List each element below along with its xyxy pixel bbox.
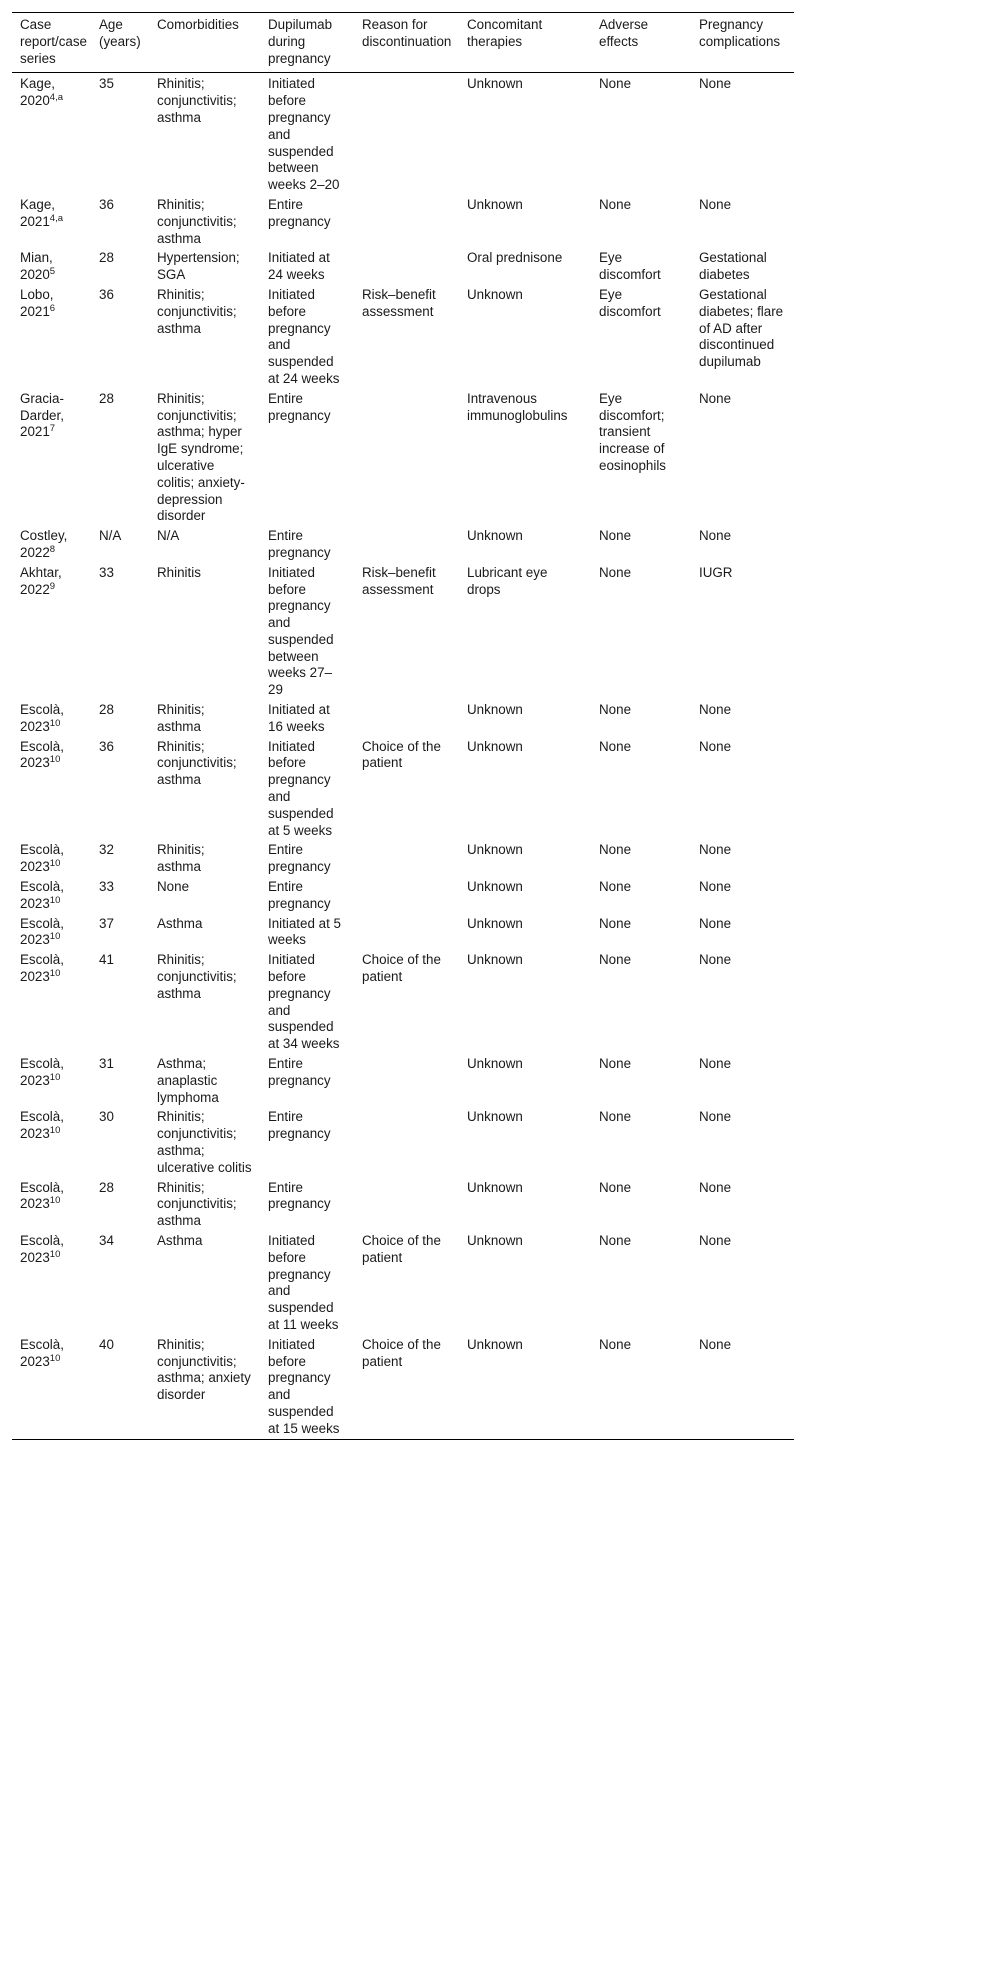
comorbidities-cell: Rhinitis; asthma bbox=[157, 842, 205, 875]
dupilumab-cell: Entire pregnancy bbox=[268, 879, 331, 911]
adverse-effects-cell: None bbox=[599, 1109, 632, 1125]
table-row bbox=[12, 1231, 794, 1335]
complications-cell: None bbox=[699, 738, 732, 754]
column-header-adverse-effects: Adverse effects bbox=[599, 17, 649, 49]
adverse-effects-cell: None bbox=[599, 702, 632, 718]
case-author-year: Escolà, 2023 bbox=[20, 915, 64, 948]
reason-cell bbox=[354, 1178, 459, 1231]
comorbidities-cell: Rhinitis; conjunctivitis; asthma bbox=[157, 286, 237, 336]
complications-cell: Gestational diabetes; flare of AD after discontinued dupilumab bbox=[699, 286, 784, 370]
reference-superscript: 10 bbox=[49, 1125, 61, 1137]
case-author-year: Escolà, 2023 bbox=[20, 1056, 64, 1088]
reason-cell: Choice of the patient bbox=[362, 952, 441, 985]
comorbidities-cell: Rhinitis; conjunctivitis; asthma bbox=[157, 952, 237, 1001]
dupilumab-cell: Initiated before pregnancy and suspended at 15 weeks bbox=[268, 1336, 340, 1436]
column-header-complications: Pregnancy complications bbox=[699, 17, 781, 49]
reason-cell bbox=[354, 195, 459, 248]
table-row bbox=[12, 840, 794, 877]
dupilumab-cell: Initiated before pregnancy and suspended at 5 weeks bbox=[268, 738, 334, 838]
case-report-cell bbox=[12, 1178, 91, 1231]
case-author-year: Escolà, 2023 bbox=[20, 1336, 64, 1369]
reference-superscript: 9 bbox=[49, 580, 56, 592]
age-cell: 28 bbox=[99, 702, 114, 718]
column-header-case-report: Case report/case series bbox=[20, 17, 87, 66]
table-row bbox=[12, 700, 794, 737]
adverse-effects-cell: None bbox=[599, 879, 632, 895]
case-report-cell bbox=[12, 914, 91, 951]
case-report-cell bbox=[12, 195, 91, 248]
comorbidities-cell: Rhinitis; conjunctivitis; asthma bbox=[157, 738, 237, 788]
therapies-cell: Unknown bbox=[467, 1232, 523, 1248]
therapies-cell: Unknown bbox=[467, 1336, 523, 1352]
age-cell: 28 bbox=[99, 250, 114, 266]
column-header-therapies: Concomitant therapies bbox=[467, 17, 543, 49]
comorbidities-cell: Rhinitis; conjunctivitis; asthma; anxiety disorder bbox=[157, 1336, 251, 1403]
age-cell: 33 bbox=[99, 879, 114, 895]
case-author-year: Escolà, 2023 bbox=[20, 842, 64, 875]
therapies-cell: Unknown bbox=[467, 842, 523, 858]
column-header-comorbidities: Comorbidities bbox=[157, 17, 239, 32]
complications-cell: None bbox=[699, 842, 732, 858]
case-author-year: Kage, 2020 bbox=[20, 76, 55, 109]
case-report-cell bbox=[12, 248, 91, 285]
case-author-year: Escolà, 2023 bbox=[20, 1179, 64, 1212]
adverse-effects-cell: None bbox=[599, 952, 632, 968]
age-cell: 35 bbox=[99, 76, 114, 92]
reference-superscript: 10 bbox=[49, 1352, 61, 1364]
adverse-effects-cell: None bbox=[599, 196, 632, 212]
case-author-year: Costley, 2022 bbox=[20, 528, 68, 560]
reason-cell bbox=[354, 248, 459, 285]
dupilumab-cell: Initiated before pregnancy and suspended between weeks 2–20 bbox=[268, 76, 340, 193]
complications-cell: None bbox=[699, 1179, 732, 1195]
comorbidities-cell: Rhinitis; asthma bbox=[157, 702, 205, 734]
age-cell: 34 bbox=[99, 1232, 114, 1248]
age-cell: 31 bbox=[99, 1056, 114, 1072]
header-row bbox=[12, 13, 794, 73]
column-header-age: Age (years) bbox=[99, 17, 141, 49]
reason-cell bbox=[354, 877, 459, 914]
reason-cell: Risk–benefit assessment bbox=[362, 564, 436, 597]
age-cell: 28 bbox=[99, 1179, 114, 1195]
table-row bbox=[12, 285, 794, 389]
complications-cell: None bbox=[699, 915, 732, 931]
comorbidities-cell: Hypertension; SGA bbox=[157, 250, 240, 283]
adverse-effects-cell: None bbox=[599, 564, 632, 580]
complications-cell: None bbox=[699, 1336, 732, 1352]
complications-cell: IUGR bbox=[699, 564, 733, 580]
dupilumab-cell: Entire pregnancy bbox=[268, 528, 331, 560]
reference-superscript: 10 bbox=[49, 931, 61, 943]
case-report-cell bbox=[12, 700, 91, 737]
reason-cell bbox=[354, 1107, 459, 1177]
therapies-cell: Unknown bbox=[467, 738, 523, 754]
dupilumab-cell: Entire pregnancy bbox=[268, 842, 331, 875]
therapies-cell: Lubricant eye drops bbox=[467, 564, 548, 597]
age-cell: N/A bbox=[99, 528, 122, 544]
case-author-year: Escolà, 2023 bbox=[20, 702, 64, 734]
table-row bbox=[12, 1107, 794, 1177]
adverse-effects-cell: None bbox=[599, 842, 632, 858]
adverse-effects-cell: None bbox=[599, 1232, 632, 1248]
reason-cell bbox=[354, 914, 459, 951]
case-author-year: Escolà, 2023 bbox=[20, 952, 64, 985]
reference-superscript: 10 bbox=[49, 894, 61, 906]
table-row bbox=[12, 389, 794, 526]
dupilumab-cell: Initiated before pregnancy and suspended between weeks 27–29 bbox=[268, 564, 334, 698]
age-cell: 36 bbox=[99, 738, 114, 754]
case-report-cell bbox=[12, 285, 91, 389]
case-report-cell bbox=[12, 1231, 91, 1335]
dupilumab-cell: Initiated at 16 weeks bbox=[268, 702, 330, 734]
age-cell: 41 bbox=[99, 952, 114, 968]
therapies-cell: Unknown bbox=[467, 1109, 523, 1125]
therapies-cell: Unknown bbox=[467, 286, 523, 302]
reference-superscript: 4,a bbox=[49, 212, 64, 224]
table-row bbox=[12, 1054, 794, 1107]
case-author-year: Escolà, 2023 bbox=[20, 1232, 64, 1265]
reason-cell: Risk–benefit assessment bbox=[362, 286, 436, 319]
case-author-year: Mian, 2020 bbox=[20, 250, 53, 283]
case-author-year: Escolà, 2023 bbox=[20, 738, 64, 771]
comorbidities-cell: Rhinitis; conjunctivitis; asthma; hyper IgE syndrome; ulcerative colitis; anxiety-depression disorder bbox=[157, 390, 245, 524]
adverse-effects-cell: None bbox=[599, 528, 632, 544]
therapies-cell: Intravenous immunoglobulins bbox=[467, 390, 568, 423]
table-header bbox=[12, 13, 794, 73]
complications-cell: None bbox=[699, 196, 732, 212]
adverse-effects-cell: None bbox=[599, 76, 632, 92]
comorbidities-cell: Asthma bbox=[157, 915, 203, 931]
column-header-reason: Reason for discontinuation bbox=[362, 17, 452, 49]
reference-superscript: 10 bbox=[49, 754, 61, 766]
reference-superscript: 5 bbox=[49, 266, 56, 278]
dupilumab-cell: Initiated before pregnancy and suspended at 24 weeks bbox=[268, 286, 340, 386]
reason-cell bbox=[354, 526, 459, 563]
dupilumab-cell: Initiated at 5 weeks bbox=[268, 915, 341, 948]
therapies-cell: Unknown bbox=[467, 915, 523, 931]
therapies-cell: Unknown bbox=[467, 196, 523, 212]
case-author-year: Escolà, 2023 bbox=[20, 879, 64, 911]
reason-cell bbox=[354, 840, 459, 877]
column-header-dupilumab: Dupilumab during pregnancy bbox=[268, 17, 333, 66]
complications-cell: None bbox=[699, 702, 732, 718]
dupilumab-cell: Entire pregnancy bbox=[268, 1056, 331, 1088]
reason-cell bbox=[354, 700, 459, 737]
comorbidities-cell: Rhinitis; conjunctivitis; asthma bbox=[157, 1179, 237, 1229]
adverse-effects-cell: None bbox=[599, 1336, 632, 1352]
therapies-cell: Unknown bbox=[467, 702, 523, 718]
reference-superscript: 8 bbox=[49, 543, 56, 555]
dupilumab-cell: Initiated before pregnancy and suspended at 11 weeks bbox=[268, 1232, 339, 1332]
case-author-year: Akhtar, 2022 bbox=[20, 564, 62, 597]
case-report-cell bbox=[12, 1335, 91, 1439]
age-cell: 28 bbox=[99, 390, 114, 406]
case-report-cell bbox=[12, 73, 91, 195]
comorbidities-cell: Asthma; anaplastic lymphoma bbox=[157, 1056, 219, 1105]
table-row bbox=[12, 248, 794, 285]
dupilumab-cell: Entire pregnancy bbox=[268, 1179, 331, 1212]
therapies-cell: Unknown bbox=[467, 879, 523, 895]
case-author-year: Kage, 2021 bbox=[20, 196, 55, 229]
dupilumab-cell: Entire pregnancy bbox=[268, 390, 331, 423]
reference-superscript: 10 bbox=[49, 858, 61, 870]
reason-cell bbox=[354, 389, 459, 526]
age-cell: 33 bbox=[99, 564, 114, 580]
case-report-cell bbox=[12, 563, 91, 700]
complications-cell: None bbox=[699, 1232, 732, 1248]
therapies-cell: Unknown bbox=[467, 528, 523, 544]
case-author-year: Lobo, 2021 bbox=[20, 286, 54, 319]
table-row bbox=[12, 1178, 794, 1231]
reason-cell: Choice of the patient bbox=[362, 1232, 441, 1265]
reason-cell: Choice of the patient bbox=[362, 1336, 441, 1369]
adverse-effects-cell: Eye discomfort; transient increase of eosinophils bbox=[599, 390, 666, 473]
age-cell: 36 bbox=[99, 286, 114, 302]
age-cell: 40 bbox=[99, 1336, 114, 1352]
complications-cell: None bbox=[699, 879, 732, 895]
table-row bbox=[12, 737, 794, 841]
case-report-cell bbox=[12, 737, 91, 841]
table-row bbox=[12, 73, 794, 195]
therapies-cell: Unknown bbox=[467, 76, 523, 92]
case-author-year: Gracia-Darder, 2021 bbox=[20, 390, 64, 440]
therapies-cell: Unknown bbox=[467, 952, 523, 968]
comorbidities-cell: Rhinitis; conjunctivitis; asthma bbox=[157, 76, 237, 125]
reference-superscript: 6 bbox=[49, 302, 56, 314]
table-row bbox=[12, 526, 794, 563]
case-report-cell bbox=[12, 877, 91, 914]
reference-superscript: 10 bbox=[49, 1071, 61, 1083]
case-report-cell bbox=[12, 840, 91, 877]
complications-cell: None bbox=[699, 952, 732, 968]
adverse-effects-cell: Eye discomfort bbox=[599, 286, 661, 319]
case-report-cell bbox=[12, 1054, 91, 1107]
reference-superscript: 7 bbox=[49, 423, 56, 435]
complications-cell: None bbox=[699, 1056, 732, 1072]
case-report-cell bbox=[12, 950, 91, 1054]
case-author-year: Escolà, 2023 bbox=[20, 1109, 64, 1142]
table-row bbox=[12, 1335, 794, 1439]
table-row bbox=[12, 563, 794, 700]
case-report-cell bbox=[12, 389, 91, 526]
dupilumab-cell: Entire pregnancy bbox=[268, 196, 331, 229]
reference-superscript: 10 bbox=[49, 968, 61, 980]
age-cell: 36 bbox=[99, 196, 114, 212]
table-row bbox=[12, 914, 794, 951]
comorbidities-cell: Rhinitis bbox=[157, 564, 201, 580]
comorbidities-cell: Rhinitis; conjunctivitis; asthma; ulcerative colitis bbox=[157, 1109, 252, 1175]
dupilumab-cell: Entire pregnancy bbox=[268, 1109, 331, 1142]
case-report-cell bbox=[12, 1107, 91, 1177]
table-row bbox=[12, 195, 794, 248]
complications-cell: None bbox=[699, 1109, 732, 1125]
table-body bbox=[12, 73, 794, 1439]
age-cell: 32 bbox=[99, 842, 114, 858]
reason-cell: Choice of the patient bbox=[362, 738, 441, 771]
adverse-effects-cell: None bbox=[599, 1056, 632, 1072]
complications-cell: None bbox=[699, 528, 732, 544]
complications-cell: None bbox=[699, 390, 732, 406]
complications-cell: Gestational diabetes bbox=[699, 250, 767, 283]
adverse-effects-cell: None bbox=[599, 1179, 632, 1195]
therapies-cell: Unknown bbox=[467, 1056, 523, 1072]
reason-cell bbox=[354, 73, 459, 195]
reference-superscript: 10 bbox=[49, 1195, 61, 1207]
reference-superscript: 10 bbox=[49, 1248, 61, 1260]
adverse-effects-cell: Eye discomfort bbox=[599, 250, 661, 283]
comorbidities-cell: N/A bbox=[157, 528, 180, 544]
adverse-effects-cell: None bbox=[599, 915, 632, 931]
comorbidities-cell: Rhinitis; conjunctivitis; asthma bbox=[157, 196, 237, 246]
reference-superscript: 10 bbox=[49, 717, 61, 729]
case-report-table bbox=[12, 12, 794, 1440]
therapies-cell: Unknown bbox=[467, 1179, 523, 1195]
dupilumab-cell: Initiated at 24 weeks bbox=[268, 250, 330, 283]
age-cell: 37 bbox=[99, 915, 114, 931]
case-report-cell bbox=[12, 526, 91, 563]
therapies-cell: Oral prednisone bbox=[467, 250, 563, 266]
reference-superscript: 4,a bbox=[49, 92, 64, 104]
table-row bbox=[12, 950, 794, 1054]
table-row bbox=[12, 877, 794, 914]
dupilumab-cell: Initiated before pregnancy and suspended at 34 weeks bbox=[268, 952, 340, 1052]
comorbidities-cell: None bbox=[157, 879, 190, 895]
reason-cell bbox=[354, 1054, 459, 1107]
comorbidities-cell: Asthma bbox=[157, 1232, 203, 1248]
adverse-effects-cell: None bbox=[599, 738, 632, 754]
age-cell: 30 bbox=[99, 1109, 114, 1125]
complications-cell: None bbox=[699, 76, 732, 92]
